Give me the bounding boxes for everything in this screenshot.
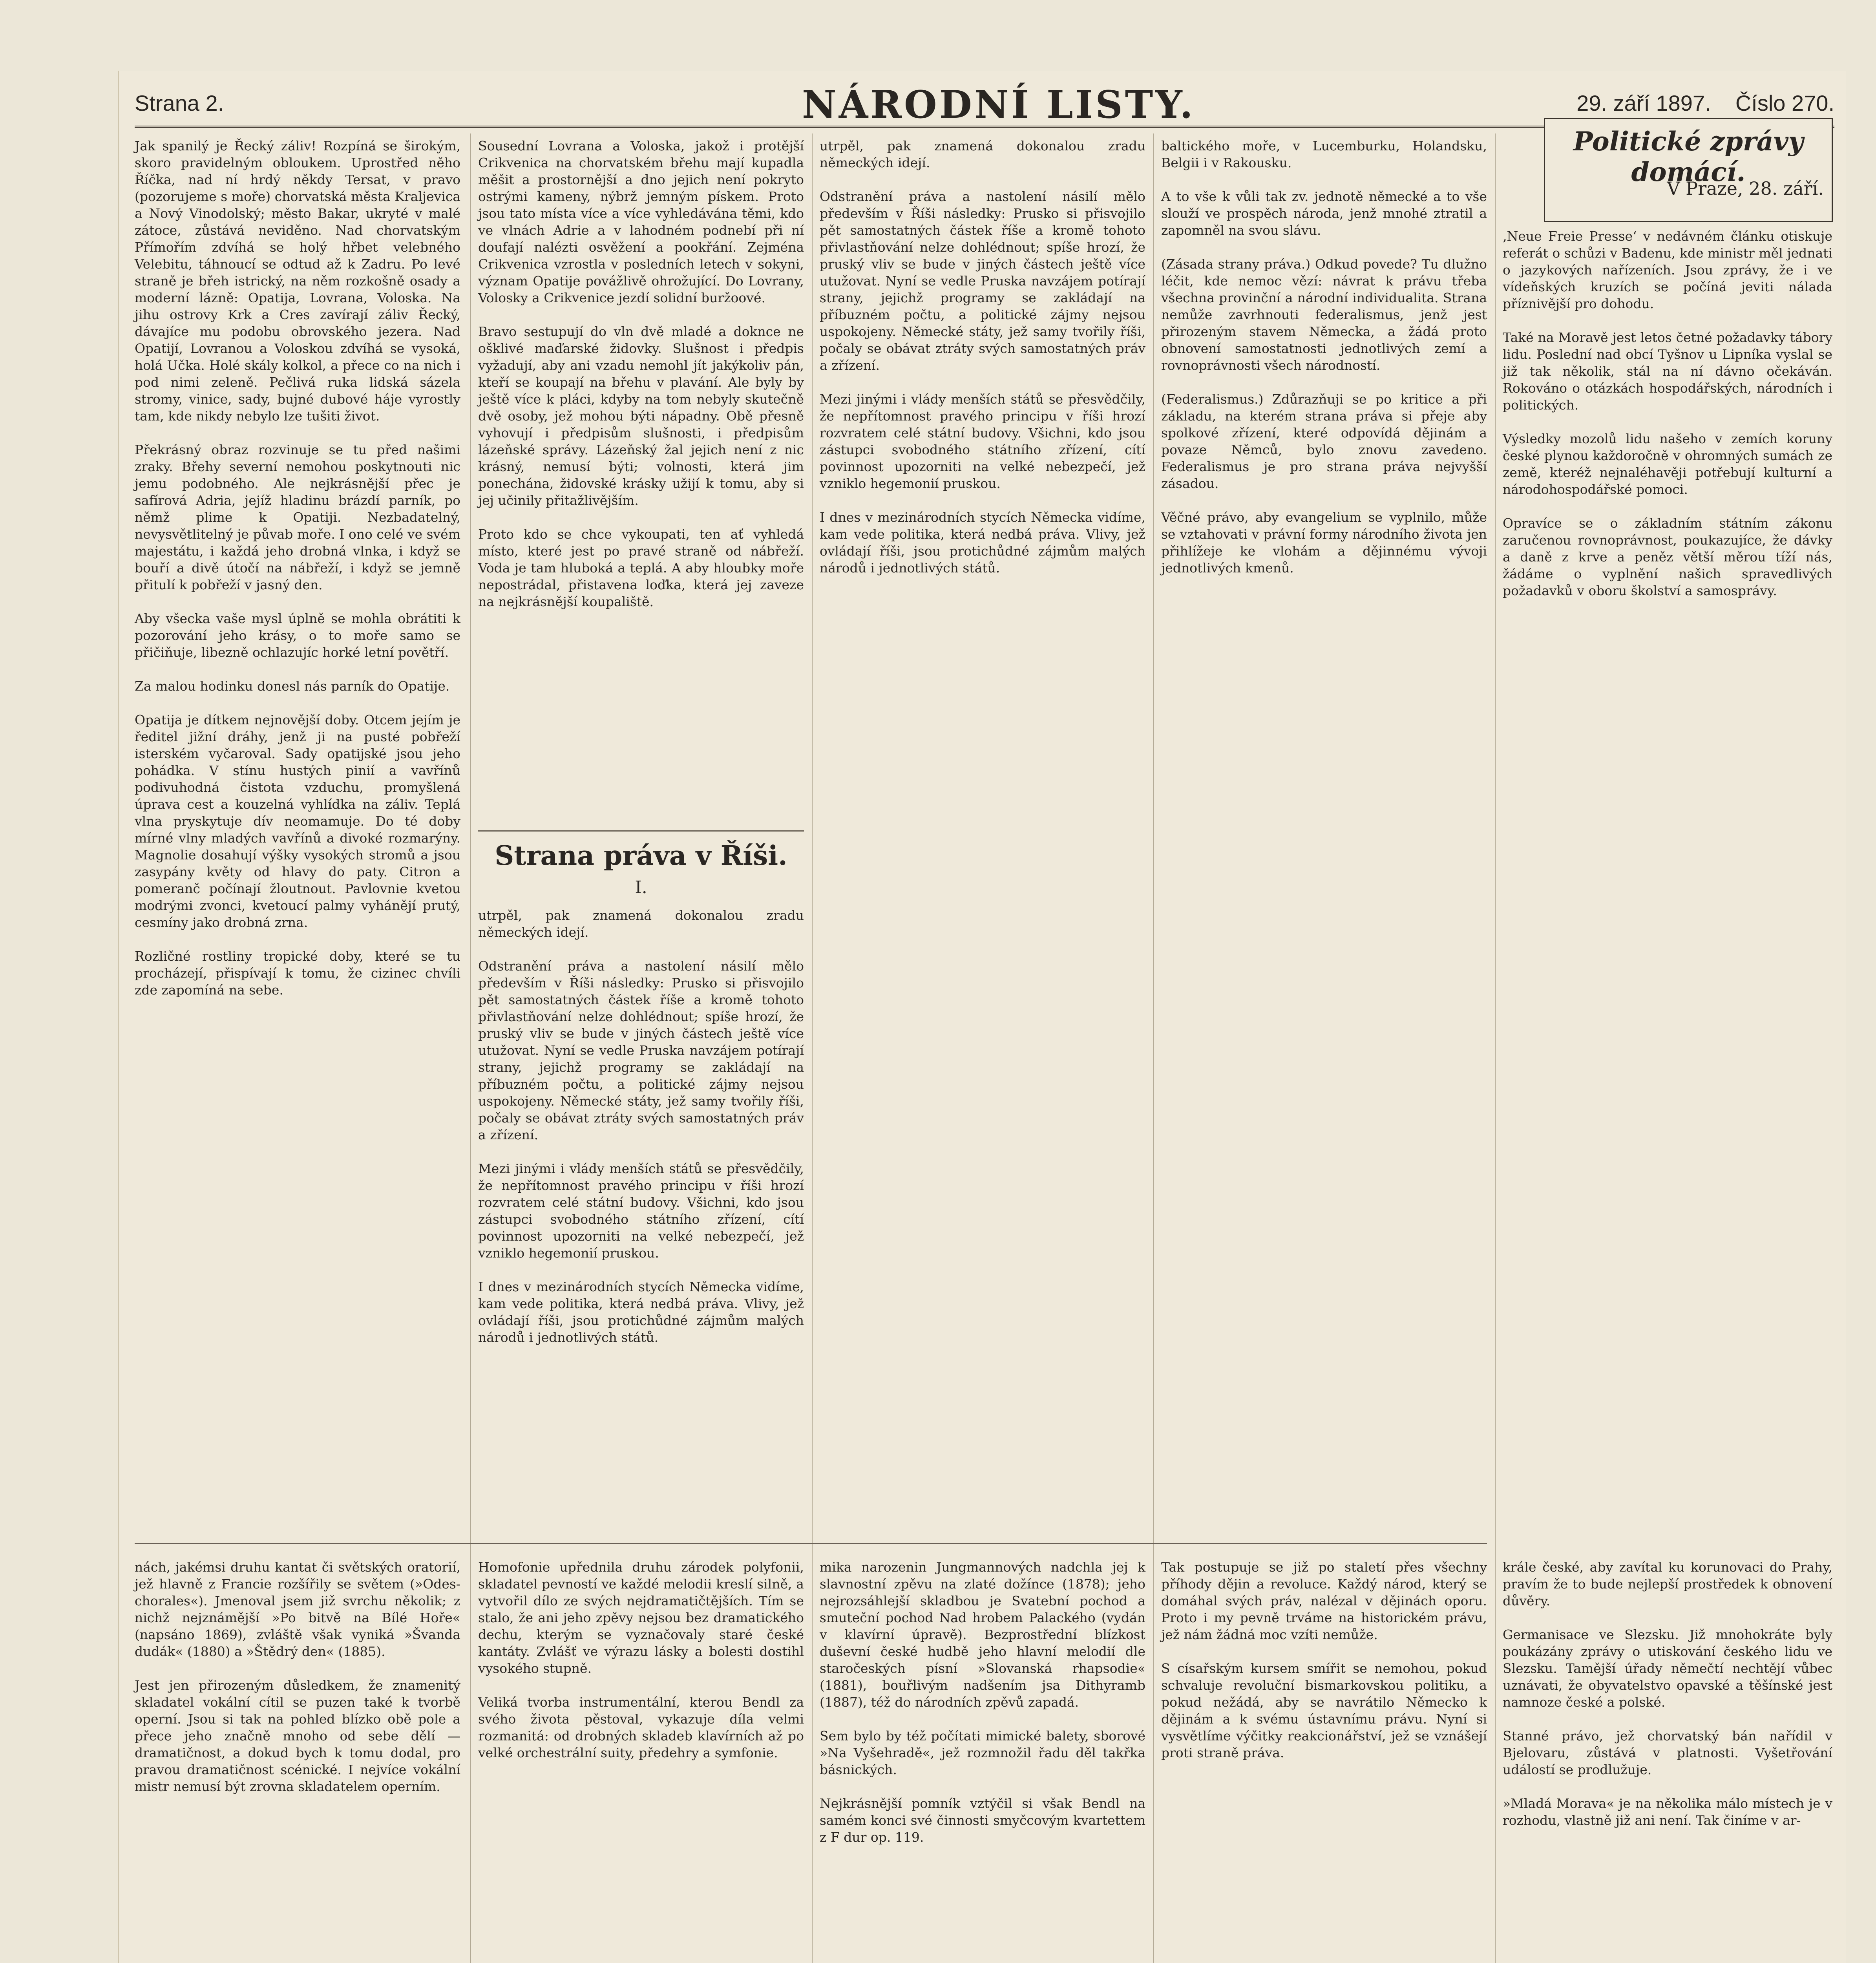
newspaper-page bbox=[118, 71, 1846, 1963]
section-title: Strana práva v Říši. bbox=[495, 840, 787, 872]
feuilleton-rule bbox=[135, 1543, 1487, 1544]
politics-header-box bbox=[1544, 118, 1833, 222]
politics-column-lower: krále české, aby zavítal ku korunovaci do Prahy, pravím že to bude nejlepší prostředek k obnovení důvěry. Germanisace ve Slezsku. Již mnohokráte byly poukázány zprávy o utiskování českého lidu ve Slezsku. Tamější úřady němečtí nechtějí vůbec uznávati, že obyvatelstvo opavské a těšínské jest namnoze české a polské. Stanné právo, jež chorvatský bán nařídil v Bjelovaru, zůstává v platnosti. Vyšetřování událostí se prodlužuje. »Mladá Morava« je na několika málo místech je v rozhodu, vlastně již ani není. Tak činíme v ar- bbox=[1503, 1559, 1832, 1828]
politics-dateline: V Praze, 28. září. bbox=[1667, 178, 1824, 199]
article-column-1: Jak spanilý je Řecký záliv! Rozpíná se širokým, skoro pravidelným obloukem. Uprostřed něho Říčka, nad ní hrdý někdy Tersat, v pravo (pozorujeme s moře) chorvatská města Kraljevica a Nový Vinodolský; město Bakar, ukryté v malé zátoce, zůstává neviděno. Nad chorvatským Přímořím zdvíhá se holý hřbet velebného Velebitu, táhnoucí se odtud až k Zadru. Po levé straně je břeh istrický, na něm rozkošně osady a moderní lázně: Opatija, Lovrana, Voloska. Na jihu ostrovy Krk a Cres zavírají záliv Řecký, dávajíce mu podobu obrovského jezera. Nad Opatijí, Lovranou a Voloskou zdvíhá se vysoká, holá Učka. Holé skály kolkol, a přece co na nich i pod nimi zeleně. Pečlivá ruka lidská sázela stromy, vinice, sady, bujné dubové háje vyrostly tam, kde nikdy nebylo lze tušiti život. Překrásný obraz rozvinuje se tu před našimi zraky. Břehy severní nemohou poskytnouti nic jemu podobného. Ale nejkrásnější přec je safírová Adria, jejíž hladinu brázdí parník, po němž plime k Opatiji. Nezbadatelný, nevysvětlitelný je půvab moře. I ono celé ve svém majestátu, i každá jeho drobná vlnka, i když se bouří a divě útočí na nábřeží, i když se jemně přitulí k pobřeží v jasný den. Aby všecka vaše mysl úplně se mohla obrátiti k pozorování jeho krásy, o to moře samo se přičiňuje, libezně ochlazujíc horké letní povětří. Za malou hodinku donesl nás parník do Opatije. Opatija je dítkem nejnovější doby. Otcem jejím je ředitel jižní dráhy, jenž ji na pusté pobřeží isterském vyčaroval. Sady opatijské jsou jeho pohádka. V stínu hustých pinií a vavřínů podivuhodná čistota vzduchu, promyšlená úprava cest a kouzelná vyhlídka na záliv. Teplá vlna pryskytuje dív neomamuje. Do té doby mírné vlny mladých vavřínů a divoké rozmarýny. Magnolie dosahují výšky vysokých stromů a jsou zasypány květy od hlavy do paty. Citron a pomeranč počínají žloutnout. Pavlovnie kvetou modrými zvonci, kvetoucí palmy vyhánějí prutý, cesmíny jako drobná zrna. Rozličné rostliny tropické doby, které se tu procházejí, přispívají k tomu, že cizinec chvíli zde zapomíná na sebe. bbox=[135, 138, 460, 998]
column-divider bbox=[1495, 133, 1496, 1963]
section-rule bbox=[478, 830, 804, 832]
article-column-2: Sousední Lovrana a Voloska, jakož i protější Crikvenica na chorvatském břehu mají kupadla měšit a prostornější a dno jejich není pokryto ostrými kameny, nýbrž jemným pískem. Proto jsou tato místa více a více vyhledávána těmi, kdo ve vlnách Adrie a v lahodném podnebí při ní doufají nalézti osvěžení a pookřání. Zejména Crikvenica vzrostla v posledních letech v sokyni, význam Opatije povážlivě ohrožující. Do Lovrany, Volosky a Crikvenice jezdí solidní buržoové. Bravo sestupují do vln dvě mladé a doknce ne ošklivé maďarské židovky. Slušnost i předpis vyžadují, aby ani vzadu nemohl jít jakýkoliv pán, kteří se koupají na břehu v plavání. Ale byly by ještě více k pláci, kdyby na tom nebyly skutečně dvě osoby, jež mohou býti nápadny. Obě přesně vyhovují i předpisům slušnosti, i předpisům lázeňské správy. Lázeňský žal jejich není z nic krásný, nemusí býti; volnosti, která jim ponechána, židovské krásky užijí k tomu, aby si jej učinily přitažlivějším. Proto kdo se chce vykoupati, ten ať vyhledá místo, které jest po pravé straně od nábřeží. Voda je tam hluboká a teplá. A aby hloubky moře nepostrádal, přistavena loďka, která jej zaveze na nejkrásnější koupaliště. bbox=[478, 138, 804, 609]
politics-column: ‚Neue Freie Presse‘ v nedávném článku otiskuje referát o schůzi v Badenu, kde ministr měl jednati o jazykových nařízeních. Jsou zprávy, že i ve vídeňských kruzích se počíná jeviti nálada příznivější pro dohodu. Také na Moravě jest letos četné požadavky tábory lidu. Poslední nad obcí Tyšnov u Lipníka vyslal se již tak několik, stál na ní dávno očekáván. Rokováno o otázkách hospodářských, národních i politických. Výsledky mozolů lidu našeho v zemích koruny české plynou každoročně v ohromných sumách ze země, kteréž nejnaléhavěji potřebují kulturní a národohospodářské pomoci. Opravíce se o základním státním zákonu zaručenou rovnoprávnost, poukazujíce, že dávky a daně z krve a peněz větší měrou tíží nás, žádáme o vyplnění našich spravedlivých požadavků v oboru školství a samosprávy. bbox=[1503, 228, 1832, 598]
issue-date: 29. září 1897. bbox=[1576, 91, 1711, 115]
column-divider bbox=[470, 133, 471, 1963]
section-number: I. bbox=[635, 877, 647, 897]
column-divider bbox=[812, 133, 813, 1963]
article-column-3: utrpěl, pak znamená dokonalou zradu německých idejí. Odstranění práva a nastolení násilí mělo především v Říši následky: Prusko si přisvojilo pět samostatných částek říše a kromě tohoto přivlastňování nelze dohlédnout; spíše hrozí, že pruský vliv se bude v jiných částech ještě více utužovat. Nyní se vedle Pruska navzájem potírají strany, jejichž programy se zakládají na příbuzném počtu, a politické zájmy nejsou uspokojeny. Německé státy, jež samy tvořily říši, počaly se obávat ztráty svých samostatných práv a zřízení. Mezi jinými i vlády menších států se přesvědčily, že nepřítomnost pravého principu v říši hrozí rozvratem celé státní budovy. Všichni, kdo jsou zástupci svobodného státního zřízení, cítí povinnost upozorniti na velké nebezpečí, jež vzniklo hegemonií pruskou. I dnes v mezinárodních stycích Německa vidíme, kam vede politika, která nedbá práva. Vlivy, jež ovládají říši, jsou protichůdné zájmům malých národů i jednotlivých států. bbox=[820, 138, 1145, 576]
article-column-4-lower: Tak postupuje se již po staletí přes všechny příhody dějin a revoluce. Každý národ, který se domáhal svých práv, nalézal v dějinách oporu. Proto i my pevně trváme na historickém právu, jež nám žádná moc vzíti nemůže. S císařským kursem smířit se nemohou, pokud schvaluje revoluční bismarkovskou politiku, a pokud nežádá, aby se navrátilo Německo k dějinám a k svému ústavnímu právu. Nyní si vysvětlíme výčitky reakcionářství, jež se vznášejí proti straně práva. bbox=[1161, 1559, 1487, 1760]
feuilleton-column-3: mika narozenin Jungmannových nadchla jej k slavnostní zpěvu na zlaté dožínce (1878); jeho nejrozsáhlejší skladbou je Svatební pochod a smuteční pochod Nad hrobem Palackého (vydán v klavírní úpravě). Bezprostřední blízkost duševní české hudbě jeho hlavní melodií dle staročeských písní »Slovanská rhapsodie« (1881), bouřlivým nadšením jsa Dithyramb (1887), též do národních zpěvů zapadá. Sem bylo by též počítati mimické balety, sborové »Na Vyšehradě«, jež rozmnožil řadu děl takřka básnických. Nejkrásnější pomník vztýčil si však Bendl na samém konci své činnosti smyčcovým kvartettem z F dur op. 119. bbox=[820, 1559, 1145, 1845]
date-issue bbox=[1576, 90, 1834, 116]
article-column-2-continued: utrpěl, pak znamená dokonalou zradu německých idejí. Odstranění práva a nastolení násilí mělo především v Říši následky: Prusko si přisvojilo pět samostatných částek říše a kromě tohoto přivlastňování nelze dohlédnout; spíše hrozí, že pruský vliv se bude v jiných částech ještě více utužovat. Nyní se vedle Pruska navzájem potírají strany, jejichž programy se zakládají na příbuzném počtu, a politické zájmy nejsou uspokojeny. Německé státy, jež samy tvořily říši, počaly se obávat ztráty svých samostatných práv a zřízení. Mezi jinými i vlády menších států se přesvědčily, že nepřítomnost pravého principu v říši hrozí rozvratem celé státní budovy. Všichni, kdo jsou zástupci svobodného státního zřízení, cítí povinnost upozorniti na velké nebezpečí, jež vzniklo hegemonií pruskou. I dnes v mezinárodních stycích Německa vidíme, kam vede politika, která nedbá práva. Vlivy, jež ovládají říši, jsou protichůdné zájmům malých národů i jednotlivých států. bbox=[478, 908, 804, 1345]
feuilleton-column-1: nách, jakémsi druhu kantat či světských oratorií, jež hlavně z Francie rozšířily se světem (»Odes-chorales«). Jmenoval jsem již svrchu několik; z nichž nejznámější »Po bitvě na Bílé Hoře« (napsáno 1869), zvláště však vyniká »Švanda dudák« (1880) a »Štědrý den« (1885). Jest jen přirozeným důsledkem, že znamenitý skladatel vokální cítil se puzen také k tvorbě operní. Jsou si tak na pohled blízko obě pole a přece jeho značně mnoho od sebe dělí — dramatičnost, a dokud bych k tomu dodal, pro pravou dramatičnost scénické. I nejvíce vokální mistr nemusí být zrovna skladatelem operním. bbox=[135, 1559, 460, 1794]
issue-number: Číslo 270. bbox=[1735, 91, 1834, 115]
politics-title: Politické zprávy domácí. bbox=[1573, 126, 1804, 187]
feuilleton-column-2: Homofonie upřednila druhu zárodek polyfonii, skladatel pevností ve každé melodii kreslí silně, a vytvořil dílo ze svých nejdramatičtějších. Tím se stalo, že ani jeho zpěvy nejsou bez dramatického dechu, kterým se vyznačovaly staré české kantáty. Zvlášť ve výrazu lásky a bolesti dostihl vysokého stupně. Veliká tvorba instrumentální, kterou Bendl za svého života pěstoval, vykazuje díla velmi rozmanitá: od drobných skladeb klavírních až po velké orchestrální suity, předehry a symfonie. bbox=[478, 1559, 804, 1760]
article-column-4: baltického moře, v Lucemburku, Holandsku, Belgii i v Rakousku. A to vše k vůli tak zv. jednotě německé a to vše slouží ve prospěch národa, jenž mnohé ztratil a zapomněl na svou slávu. (Zásada strany práva.) Odkud povede? Tu dlužno léčit, kde nemoc vězí: návrat k právu třeba všechna provinční a národní individualita. Strana nemůže zavrhnouti federalismus, jenž jest přirozeným stavem Německa, a žádá proto obnovení samostatnosti jednotlivých zemí a rovnoprávnosti všech národností. (Federalismus.) Zdůrazňuji se po kritice a při základu, na kterém strana práva si přeje aby spolkové zřízení, které odpovídá dějinám a povaze Němců, bylo znovu zavedeno. Federalismus je pro strana práva nejvyšší zásadou. Věčné právo, aby evangelium se vyplnilo, může se vztahovati v právní formy národního života jen přihlížeje ke vlohám a dějinnému vývoji jednotlivých kmenů. bbox=[1161, 138, 1487, 576]
newspaper-title: NÁRODNÍ LISTY. bbox=[802, 82, 1195, 127]
page-label: Strana 2. bbox=[135, 91, 224, 115]
column-divider bbox=[1153, 133, 1154, 1963]
